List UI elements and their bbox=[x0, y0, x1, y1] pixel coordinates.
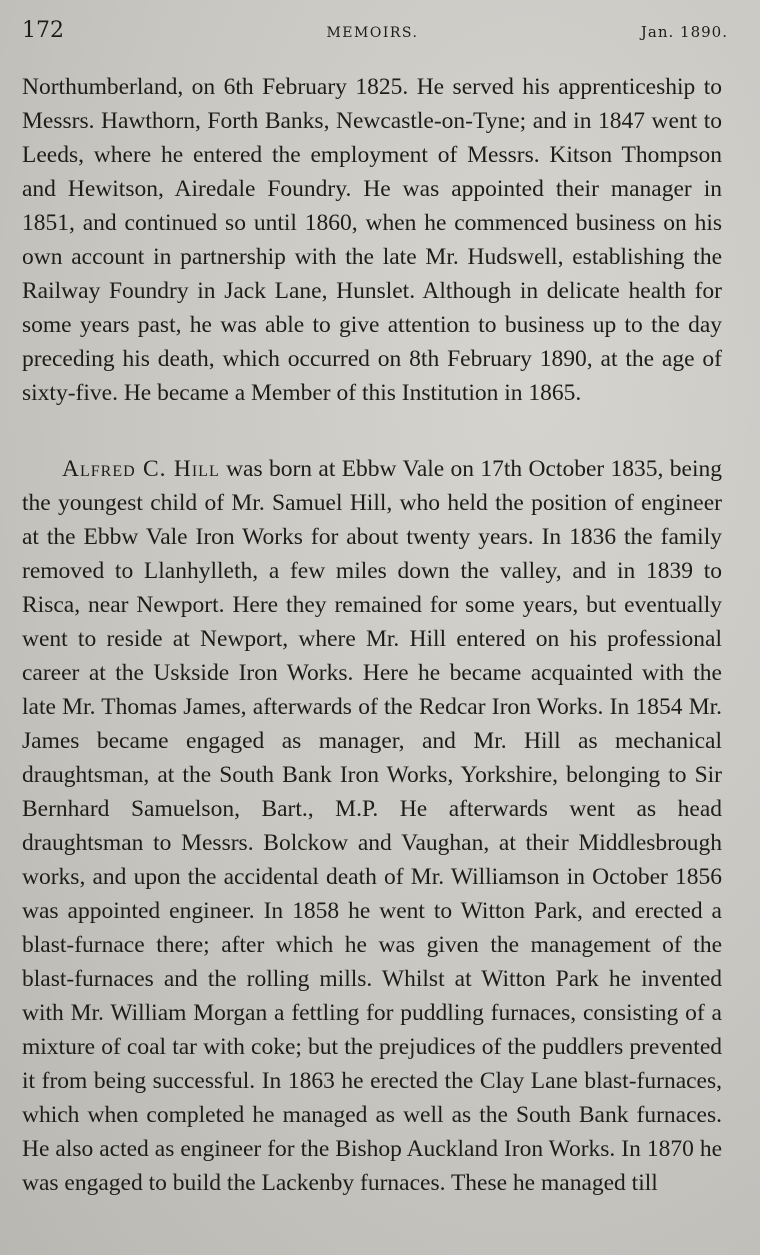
page-number: 172 bbox=[22, 18, 64, 43]
memoir-body-text: was born at Ebbw Vale on 17th October 1835, being the youngest child of Mr. Samuel Hill, who held the position of engineer at the Ebbw Vale Iron Works for about twenty years. In 1836 the family removed to Llanhylleth, a few miles down the valley, and in 1839 to Risca, near Newport. Here they remained for some years, but eventually went to reside at Newport, where Mr. Hill entered on his professional career at the Uskside Iron Works. Here he became acquainted with the late Mr. Thomas James, afterwards of the Redcar Iron Works. In 1854 Mr. James became engaged as manager, and Mr. Hill as mechanical draughtsman, at the South Bank Iron Works, Yorkshire, belonging to Sir Bernhard Samuelson, Bart., M.P. He afterwards went as head draughtsman to Messrs. Bolckow and Vaughan, at their Middlesbrough works, and upon the accidental death of Mr. Williamson in October 1856 was appointed engineer. In 1858 he went to Witton Park, and erected a blast-furnace there; after which he was given the management of the blast-furnaces and the rolling mills. Whilst at Witton Park he invented with Mr. William Morgan a fettling for puddling furnaces, consisting of a mixture of coal tar with coke; but the prejudices of the puddlers prevented it from being successful. In 1863 he erected the Clay Lane blast-furnaces, which when completed he managed as well as the South Bank furnaces. He also acted as engineer for the Bishop Auckland Iron Works. In 1870 he was engaged to build the Lackenby furnaces. These he managed till bbox=[22, 456, 722, 1196]
memoir-paragraph-continued: Northumberland, on 6th February 1825. He served his apprenticeship to Messrs. Hawthorn, Forth Banks, Newcastle-on-Tyne; and in 1847 went to Leeds, where he entered the employment of Messrs. Kitson Thompson and Hewitson, Airedale Foundry. He was appointed their manager in 1851, and continued so until 1860, when he commenced business on his own account in partnership with the late Mr. Hudswell, establishing the Railway Foundry in Jack Lane, Hunslet. Although in delicate health for some years past, he was able to give attention to business up to the day preceding his death, which occurred on 8th February 1890, at the age of sixty-five. He became a Member of this Institution in 1865. bbox=[22, 74, 722, 406]
memoir-subject-name: Alfred C. Hill bbox=[62, 456, 220, 482]
memoir-paragraph-alfred-hill bbox=[22, 452, 722, 1200]
section-title: MEMOIRS. bbox=[326, 25, 419, 41]
running-head bbox=[22, 18, 728, 48]
issue-date: Jan. 1890. bbox=[640, 23, 728, 41]
